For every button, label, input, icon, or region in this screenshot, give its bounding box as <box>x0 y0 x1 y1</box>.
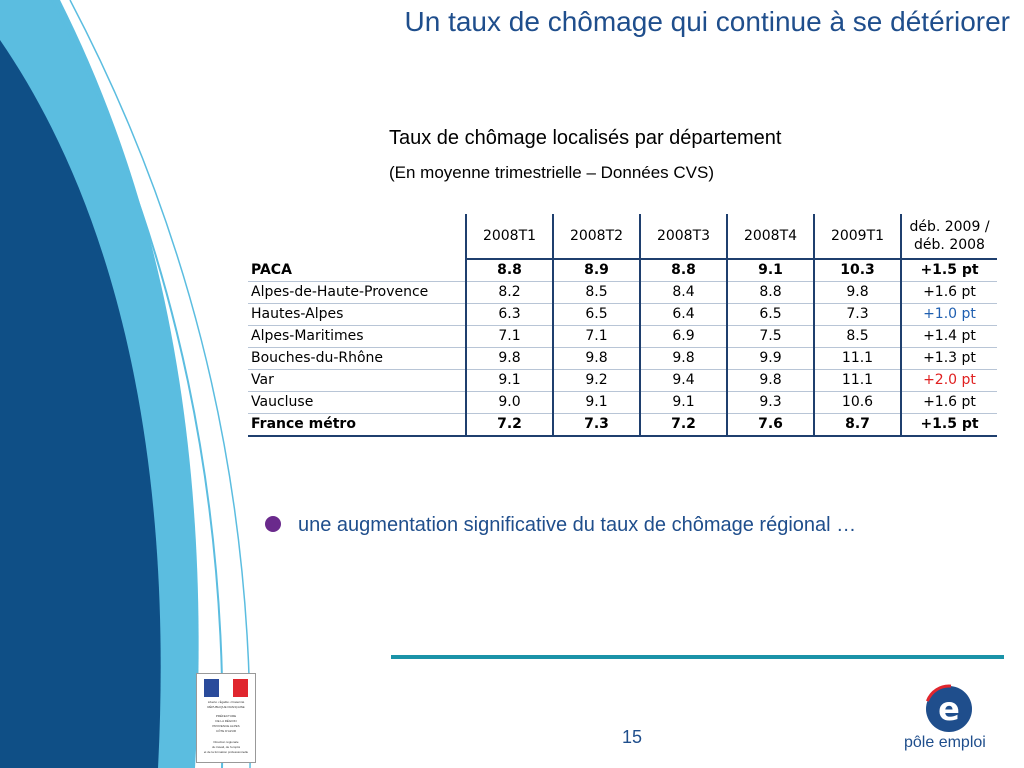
row-label: Vaucluse <box>248 392 466 414</box>
header-2009t1: 2009T1 <box>814 214 901 259</box>
row-value: 9.4 <box>640 370 727 392</box>
row-value: 8.8 <box>640 259 727 282</box>
row-value: 7.1 <box>553 326 640 348</box>
slide-title: Un taux de chômage qui continue à se détériorer <box>404 6 1010 37</box>
row-value: 10.6 <box>814 392 901 414</box>
row-value: 8.5 <box>814 326 901 348</box>
row-value: 7.3 <box>553 414 640 437</box>
row-value: 7.3 <box>814 304 901 326</box>
prefecture-line: et de la formation professionnelle <box>203 750 249 754</box>
page-number: 15 <box>622 727 643 747</box>
prefecture-line: RÉPUBLIQUE FRANÇAISE <box>207 705 245 709</box>
row-value: 8.8 <box>466 259 553 282</box>
table-row <box>248 392 997 414</box>
prefecture-line: Liberté • Égalité • Fraternité <box>207 700 245 704</box>
header-delta <box>901 214 997 259</box>
prefecture-logo <box>196 673 256 763</box>
row-value: 7.1 <box>466 326 553 348</box>
table-row <box>248 348 997 370</box>
row-delta: +1.5 pt <box>901 259 997 282</box>
footer-divider <box>391 655 1004 659</box>
row-value: 11.1 <box>814 370 901 392</box>
row-value: 9.9 <box>727 348 814 370</box>
row-delta: +1.4 pt <box>901 326 997 348</box>
header-2008t2: 2008T2 <box>553 214 640 259</box>
header-2008t4: 2008T4 <box>727 214 814 259</box>
prefecture-line: PRÉFECTURE <box>215 714 237 718</box>
unemployment-table <box>248 214 997 437</box>
row-value: 9.1 <box>640 392 727 414</box>
row-value: 9.8 <box>466 348 553 370</box>
row-value: 9.8 <box>553 348 640 370</box>
row-value: 8.9 <box>553 259 640 282</box>
table-row <box>248 414 997 437</box>
header-corner <box>248 214 466 259</box>
row-delta: +1.5 pt <box>901 414 997 437</box>
row-value: 7.2 <box>466 414 553 437</box>
row-value: 6.5 <box>727 304 814 326</box>
prefecture-line: du travail, de l'emploi <box>211 745 241 749</box>
bullet-icon <box>265 516 281 532</box>
row-value: 9.1 <box>466 370 553 392</box>
prefecture-line: CÔTE D'AZUR <box>215 729 237 733</box>
table-caption: Taux de chômage localisés par département <box>389 127 782 149</box>
row-value: 6.9 <box>640 326 727 348</box>
prefecture-line: DE LA RÉGION <box>215 719 237 723</box>
row-value: 8.7 <box>814 414 901 437</box>
row-delta: +2.0 pt <box>901 370 997 392</box>
table-row <box>248 370 997 392</box>
row-value: 9.8 <box>727 370 814 392</box>
row-value: 10.3 <box>814 259 901 282</box>
table-row <box>248 326 997 348</box>
row-value: 11.1 <box>814 348 901 370</box>
row-value: 9.1 <box>553 392 640 414</box>
header-delta-line1: déb. 2009 / <box>909 219 990 235</box>
header-2008t3: 2008T3 <box>640 214 727 259</box>
row-value: 9.3 <box>727 392 814 414</box>
header-delta-line2: déb. 2008 <box>914 237 985 253</box>
row-value: 6.4 <box>640 304 727 326</box>
row-delta: +1.3 pt <box>901 348 997 370</box>
row-value: 9.1 <box>727 259 814 282</box>
row-value: 8.5 <box>553 282 640 304</box>
row-label: Var <box>248 370 466 392</box>
row-delta: +1.6 pt <box>901 282 997 304</box>
row-label: Hautes-Alpes <box>248 304 466 326</box>
prefecture-line: Direction régionale <box>213 740 239 744</box>
prefecture-line: PROVENCE ALPES <box>212 724 240 728</box>
row-label: Bouches-du-Rhône <box>248 348 466 370</box>
table-row <box>248 304 997 326</box>
row-value: 9.0 <box>466 392 553 414</box>
row-label: Alpes-Maritimes <box>248 326 466 348</box>
row-label: PACA <box>248 259 466 282</box>
pole-emploi-wordmark: pôle emploi <box>904 734 986 751</box>
row-value: 9.8 <box>814 282 901 304</box>
row-label: Alpes-de-Haute-Provence <box>248 282 466 304</box>
row-value: 8.4 <box>640 282 727 304</box>
row-value: 7.5 <box>727 326 814 348</box>
table-subcaption: (En moyenne trimestrielle – Données CVS) <box>389 163 715 182</box>
row-value: 6.3 <box>466 304 553 326</box>
row-value: 8.2 <box>466 282 553 304</box>
pole-emploi-letter: e <box>938 690 960 728</box>
row-delta: +1.0 pt <box>901 304 997 326</box>
french-flag-icon <box>204 679 248 697</box>
header-2008t1: 2008T1 <box>466 214 553 259</box>
row-label: France métro <box>248 414 466 437</box>
table-header-row <box>248 214 997 259</box>
row-value: 9.2 <box>553 370 640 392</box>
table-row <box>248 259 997 282</box>
row-value: 7.2 <box>640 414 727 437</box>
table-row <box>248 282 997 304</box>
bullet-text: une augmentation significative du taux de chômage régional … <box>298 514 857 536</box>
row-value: 6.5 <box>553 304 640 326</box>
row-value: 7.6 <box>727 414 814 437</box>
row-value: 8.8 <box>727 282 814 304</box>
row-value: 9.8 <box>640 348 727 370</box>
row-delta: +1.6 pt <box>901 392 997 414</box>
